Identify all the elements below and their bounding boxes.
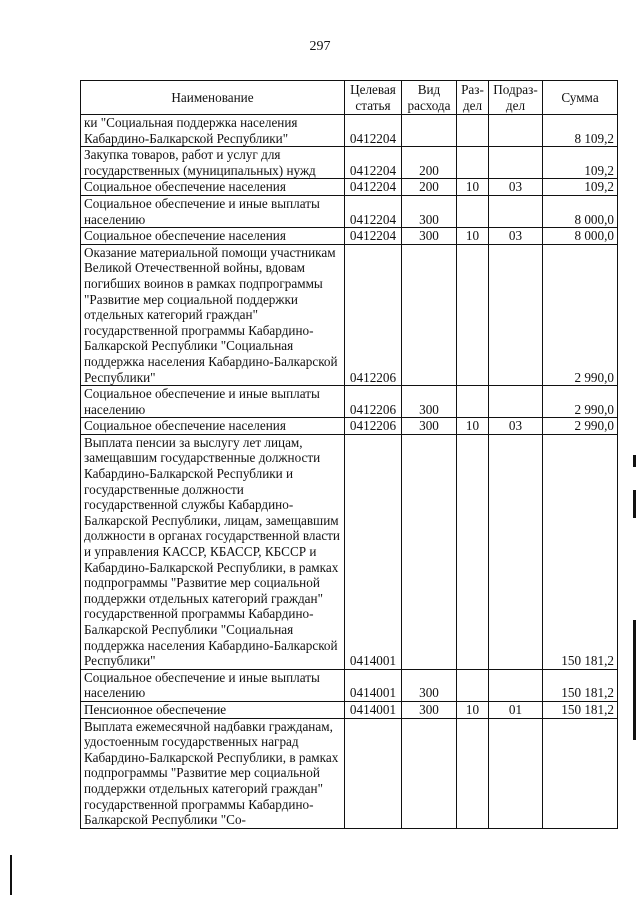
row-section: 10	[457, 179, 489, 196]
row-target-article: 0414001	[345, 701, 402, 718]
row-expense-kind	[402, 244, 457, 385]
row-expense-kind: 300	[402, 701, 457, 718]
row-subsection: 03	[489, 179, 543, 196]
row-subsection	[489, 718, 543, 828]
scan-edge-mark	[633, 620, 636, 740]
row-name: Социальное обеспечение населения	[81, 179, 345, 196]
row-amount: 109,2	[543, 179, 618, 196]
table-row	[81, 115, 618, 147]
row-section	[457, 195, 489, 227]
budget-table	[80, 80, 618, 829]
row-target-article: 0414001	[345, 434, 402, 669]
row-expense-kind: 200	[402, 147, 457, 179]
row-amount: 150 181,2	[543, 669, 618, 701]
row-subsection	[489, 669, 543, 701]
row-amount: 2 990,0	[543, 418, 618, 435]
row-section	[457, 434, 489, 669]
row-subsection	[489, 386, 543, 418]
row-expense-kind: 200	[402, 179, 457, 196]
row-amount: 8 000,0	[543, 228, 618, 245]
row-section	[457, 669, 489, 701]
row-target-article: 0412204	[345, 195, 402, 227]
row-expense-kind: 300	[402, 669, 457, 701]
row-subsection	[489, 115, 543, 147]
row-amount: 150 181,2	[543, 701, 618, 718]
row-name: Пенсионное обеспечение	[81, 701, 345, 718]
row-section: 10	[457, 701, 489, 718]
row-target-article: 0412206	[345, 244, 402, 385]
row-amount	[543, 718, 618, 828]
row-expense-kind: 300	[402, 418, 457, 435]
table-row	[81, 701, 618, 718]
row-target-article: 0412204	[345, 115, 402, 147]
row-section	[457, 115, 489, 147]
row-section: 10	[457, 418, 489, 435]
row-subsection	[489, 244, 543, 385]
scan-edge-mark	[10, 855, 12, 895]
row-amount: 150 181,2	[543, 434, 618, 669]
row-expense-kind	[402, 434, 457, 669]
row-target-article: 0414001	[345, 669, 402, 701]
table-row	[81, 418, 618, 435]
page-number: 297	[309, 39, 331, 54]
row-section: 10	[457, 228, 489, 245]
row-amount: 2 990,0	[543, 244, 618, 385]
scan-edge-mark	[633, 490, 636, 518]
row-name: Социальное обеспечение и иные выплаты населению	[81, 195, 345, 227]
table-row	[81, 147, 618, 179]
row-expense-kind: 300	[402, 386, 457, 418]
row-name: Социальное обеспечение населения	[81, 228, 345, 245]
row-section	[457, 386, 489, 418]
table-row	[81, 195, 618, 227]
header-name: Наименование	[81, 81, 345, 115]
row-target-article: 0412204	[345, 228, 402, 245]
row-name: Закупка товаров, работ и услуг для государственных (муниципальных) нужд	[81, 147, 345, 179]
row-amount: 109,2	[543, 147, 618, 179]
table-row	[81, 434, 618, 669]
row-subsection	[489, 434, 543, 669]
row-name: ки "Социальная поддержка населения Кабардино-Балкарской Республики"	[81, 115, 345, 147]
table-row	[81, 386, 618, 418]
row-target-article: 0412204	[345, 147, 402, 179]
table-row	[81, 244, 618, 385]
row-expense-kind	[402, 718, 457, 828]
row-expense-kind: 300	[402, 228, 457, 245]
row-name: Выплата ежемесячной надбавки гражданам, удостоенным государственных наград Кабардино-Балкарской Республики, в рамках подпрограммы "Развитие мер социальной поддержки отдельных категорий граждан" государственной программы Кабардино-Балкарской Республики "Со-	[81, 718, 345, 828]
row-target-article: 0412204	[345, 179, 402, 196]
row-target-article: 0412206	[345, 418, 402, 435]
row-expense-kind: 300	[402, 195, 457, 227]
row-name: Социальное обеспечение населения	[81, 418, 345, 435]
scan-edge-mark	[633, 455, 636, 467]
row-name: Социальное обеспечение и иные выплаты населению	[81, 386, 345, 418]
row-amount: 8 000,0	[543, 195, 618, 227]
row-amount: 8 109,2	[543, 115, 618, 147]
header-amount: Сумма	[543, 81, 618, 115]
row-section	[457, 147, 489, 179]
table-row	[81, 669, 618, 701]
row-amount: 2 990,0	[543, 386, 618, 418]
row-name: Выплата пенсии за выслугу лет лицам, замещавшим государственные должности Кабардино-Балкарской Республики и государственные должности государственной службы Кабардино-Балкарской Республики, лицам, замещавшим должности в органах государственной власти и управления КАССР, КБАССР, КБССР и Кабардино-Балкарской Республики, в рамках подпрограммы "Развитие мер социальной поддержки отдельных категорий граждан" государственной программы Кабардино-Балкарской Республики "Социальная поддержка населения Кабардино-Балкарской Республики"	[81, 434, 345, 669]
row-subsection: 03	[489, 418, 543, 435]
row-section	[457, 244, 489, 385]
table-row	[81, 228, 618, 245]
header-section: Раз- дел	[457, 81, 489, 115]
header-subsection: Подраз- дел	[489, 81, 543, 115]
row-target-article	[345, 718, 402, 828]
row-subsection: 01	[489, 701, 543, 718]
row-subsection: 03	[489, 228, 543, 245]
header-row	[81, 81, 618, 115]
header-expense-kind: Вид расхода	[402, 81, 457, 115]
row-target-article: 0412206	[345, 386, 402, 418]
table-row	[81, 179, 618, 196]
row-section	[457, 718, 489, 828]
row-subsection	[489, 147, 543, 179]
header-target-article: Целевая статья	[345, 81, 402, 115]
row-subsection	[489, 195, 543, 227]
table-row	[81, 718, 618, 828]
row-name: Оказание материальной помощи участникам Великой Отечественной войны, вдовам погибших воинов в рамках подпрограммы "Развитие мер социальной поддержки отдельных категорий граждан" государственной программы Кабардино-Балкарской Республики "Социальная поддержка населения Кабардино-Балкарской Республики"	[81, 244, 345, 385]
row-name: Социальное обеспечение и иные выплаты населению	[81, 669, 345, 701]
row-expense-kind	[402, 115, 457, 147]
